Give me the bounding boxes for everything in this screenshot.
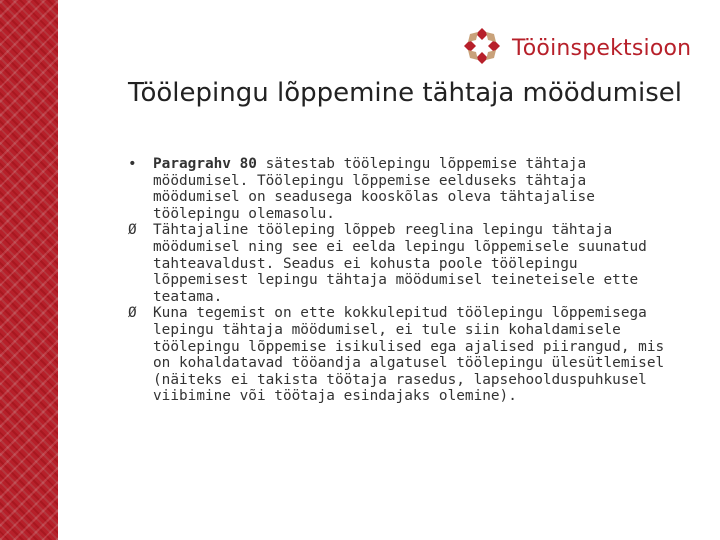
paragraph-reference: Paragrahv 80 [153,156,257,172]
arrow-bullet-icon: Ø [128,222,137,239]
list-item-text: sätestab töölepingu lõppemise tähtaja möödumisel. Töölepingu lõppemise eelduseks tähtaja möödumisel on seadusega kooskõlas oleva tähtajalise töölepingu olemasolu. [153,156,595,222]
pinwheel-logo-icon [462,26,502,70]
slide-body [128,156,673,405]
slide-title: Töölepingu lõppemine tähtaja möödumisel [128,78,682,108]
arrow-bullet-icon: Ø [128,305,137,322]
decorative-side-band [0,0,58,540]
list-item-text: Tähtajaline tööleping lõppeb reeglina lepingu tähtaja möödumisel ning see ei eelda lepingu lõppemisele suunatud tahteavaldust. Seadus ei kohusta poole töölepingu lõppemisest lepingu tähtaja möödumisel teineteisele ette teatama. [153,222,647,305]
list-item [128,156,673,222]
brand-name: Tööinspektsioon [512,35,692,61]
list-item [128,222,673,305]
list-item-text: Kuna tegemist on ette kokkulepitud töölepingu lõppemisega lepingu tähtaja möödumisel, ei tule siin kohaldamisele töölepingu lõppemise isikulised ega ajalised piirangud, mis on kohaldatavad tööandja algatusel töölepingu ülesütlemisel (näiteks ei takista töötaja rasedus, lapsehoolduspuhkusel viibimine või töötaja esindajaks olemine). [153,305,665,405]
brand-logo [462,28,691,68]
bullet-marker: • [128,156,137,172]
list-item [128,305,673,405]
